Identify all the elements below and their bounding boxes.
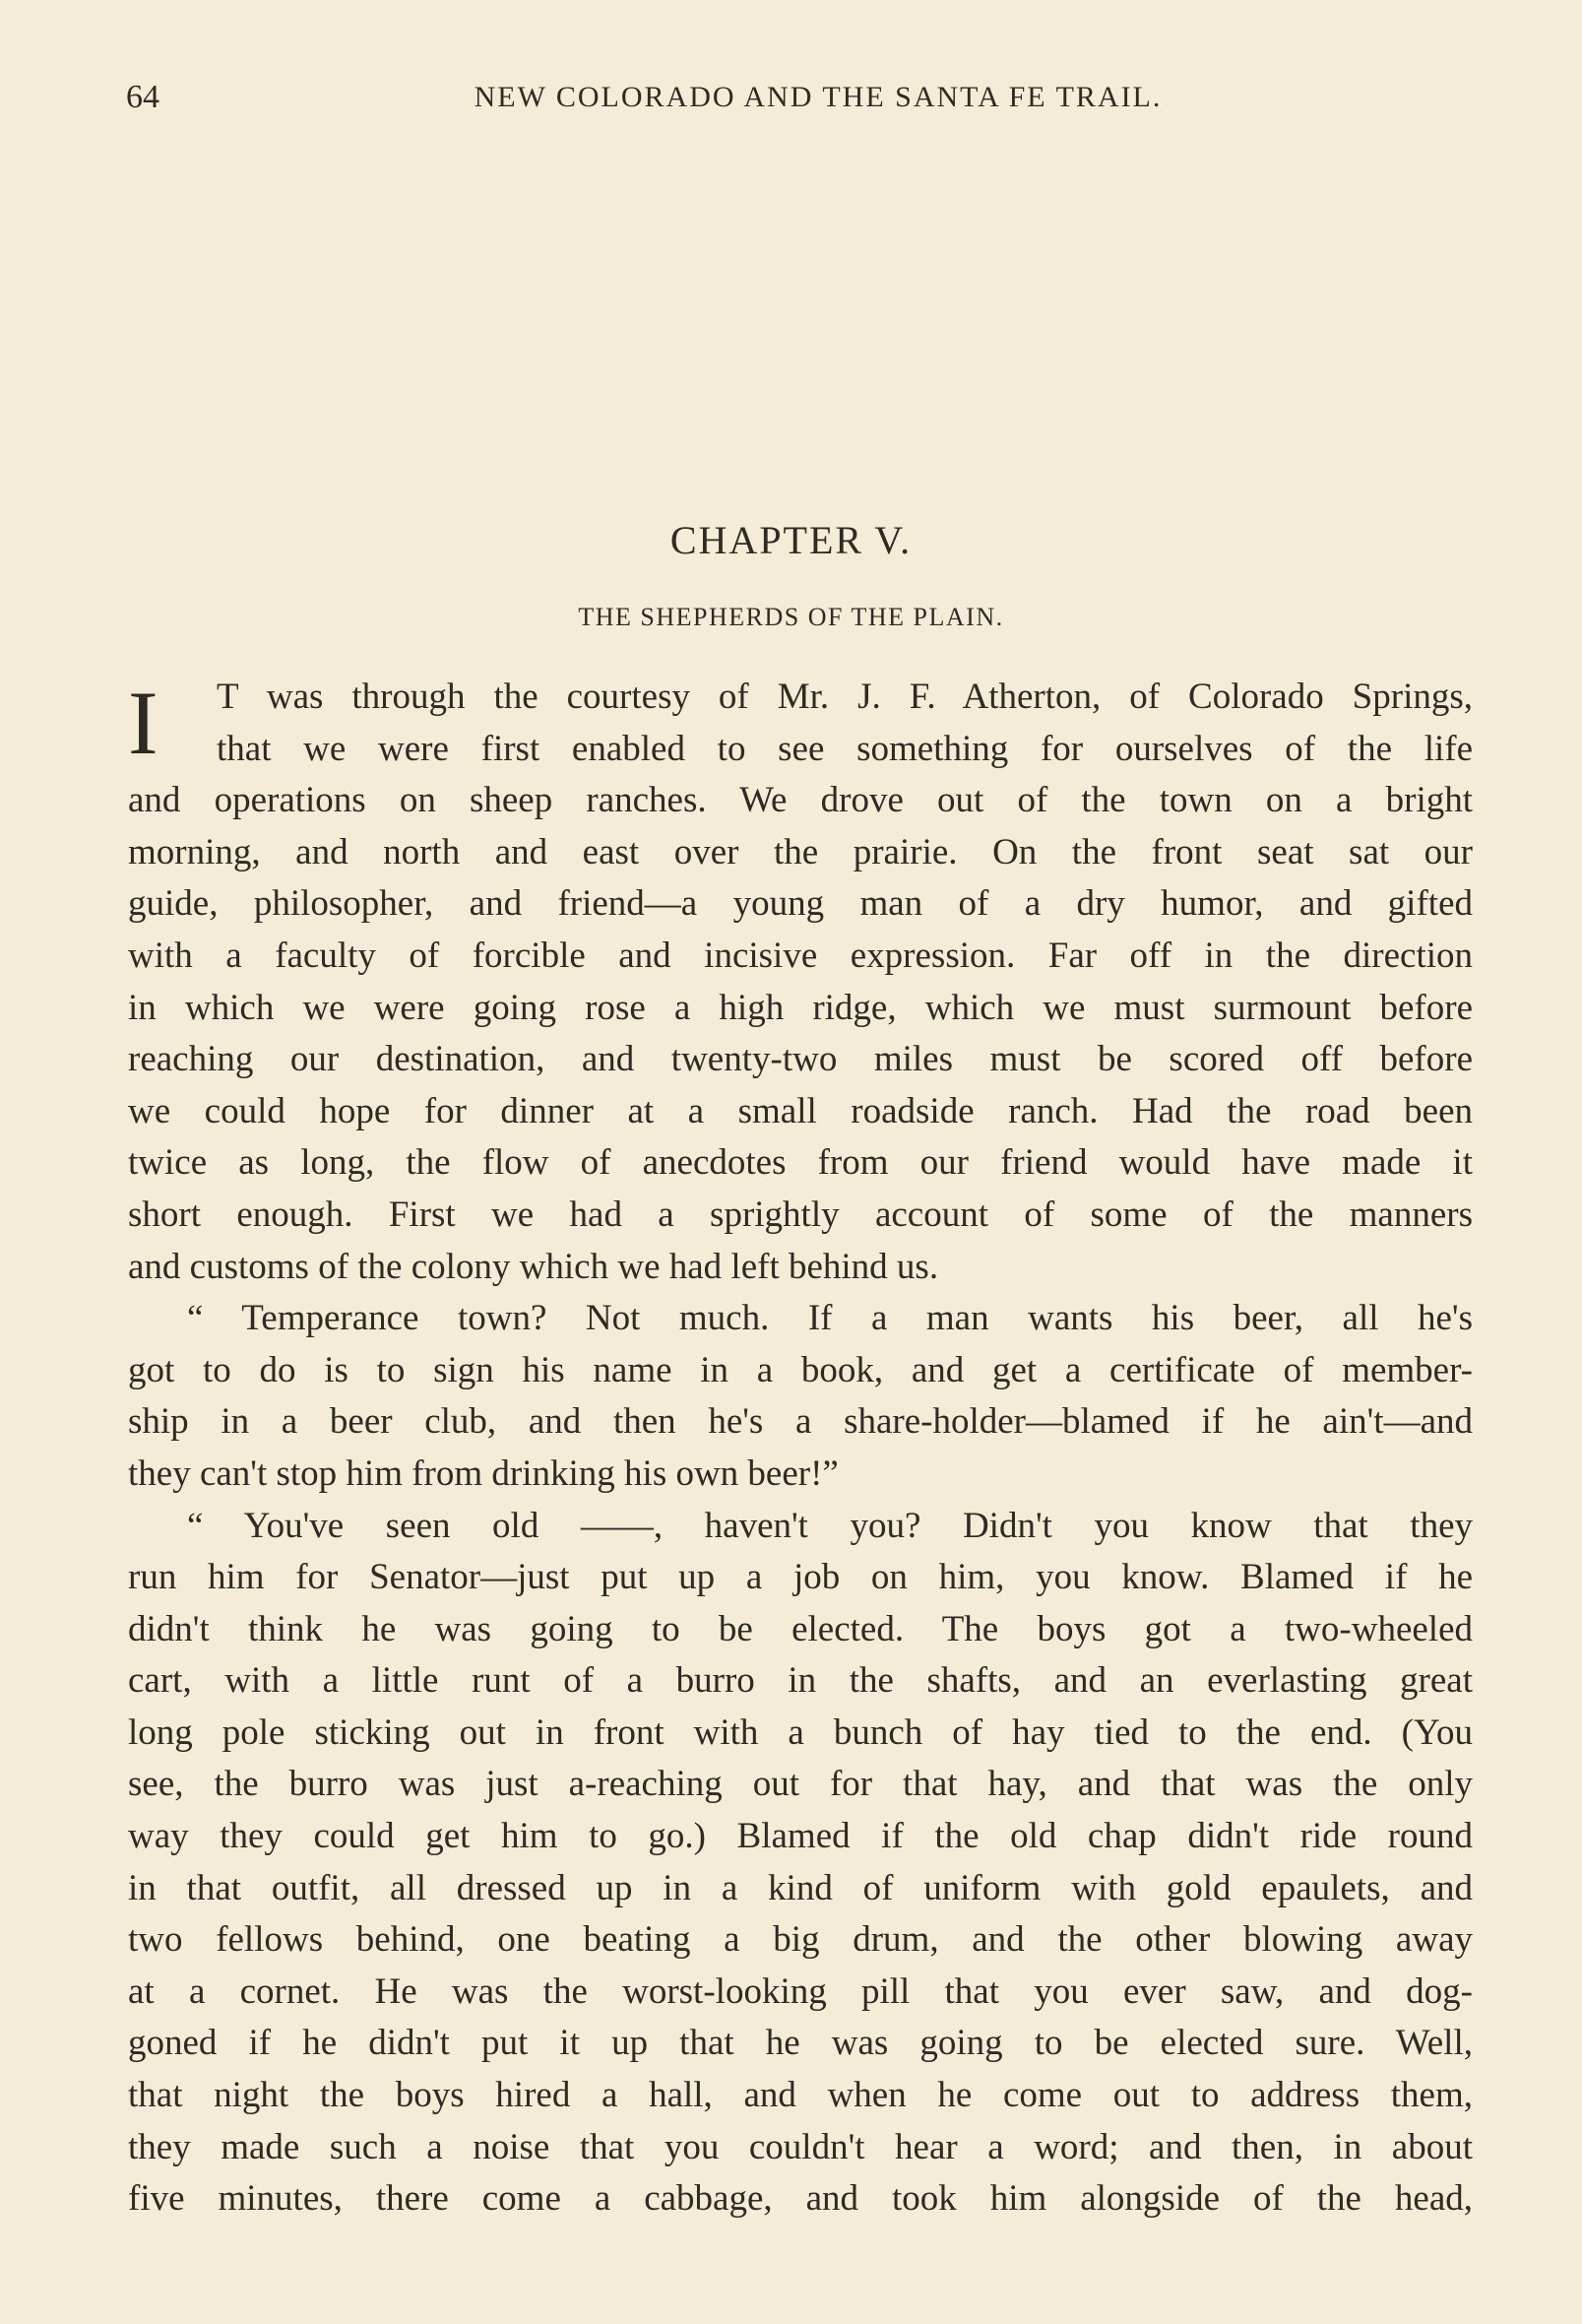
running-head <box>126 79 1471 128</box>
drop-cap: I <box>128 673 158 773</box>
text-line: goned if he didn't put it up that he was going to be elected sure. Well, <box>128 2023 1473 2064</box>
text-line: T was through the courtesy of Mr. J. F. Atherton, of Colorado Springs, <box>217 677 1473 717</box>
text-line: got to do is to sign his name in a book, and get a certificate of member- <box>128 1349 1473 1390</box>
text-line: cart, with a little runt of a burro in the shafts, and an everlasting great <box>128 1660 1473 1702</box>
text-line: in that outfit, all dressed up in a kind of uniform with gold epaulets, and <box>128 1867 1473 1908</box>
page-number: 64 <box>126 79 159 115</box>
text-line: twice as long, the flow of anecdotes from our friend would have made it <box>128 1142 1473 1184</box>
text-line: long pole sticking out in front with a bunch of hay tied to the end. (You <box>128 1711 1473 1753</box>
running-title: NEW COLORADO AND THE SANTA FE TRAIL. <box>474 81 1163 113</box>
text-line: they made such a noise that you couldn't hear a word; and then, in about <box>128 2126 1473 2167</box>
text-line: we could hope for dinner at a small roadside ranch. Had the road been <box>128 1090 1473 1131</box>
text-line: reaching our destination, and twenty-two miles must be scored off before <box>128 1039 1473 1080</box>
text-line: in which we were going rose a high ridge, which we must surmount before <box>128 987 1473 1028</box>
text-line: two fellows behind, one beating a big drum, and the other blowing away <box>128 1919 1473 1961</box>
text-line: at a cornet. He was the worst-looking pill that you ever saw, and dog- <box>128 1970 1473 2012</box>
chapter-title: CHAPTER V. <box>669 518 913 562</box>
text-line: that night the boys hired a hall, and when he come out to address them, <box>128 2075 1473 2116</box>
chapter-subtitle: THE SHEPHERDS OF THE PLAIN. <box>578 603 1004 631</box>
text-line: short enough. First we had a sprightly account of some of the manners <box>128 1194 1473 1235</box>
body-text <box>128 672 1473 2226</box>
text-line: and operations on sheep ranches. We drove out of the town on a bright <box>128 780 1473 821</box>
text-line: see, the burro was just a-reaching out for that hay, and that was the only <box>128 1764 1473 1805</box>
text-line: and customs of the colony which we had left behind us. <box>128 1246 939 1287</box>
text-line: five minutes, there come a cabbage, and took him alongside of the head, <box>128 2178 1473 2220</box>
text-line: that we were first enabled to see something for ourselves of the life <box>217 728 1473 769</box>
text-line: guide, philosopher, and friend—a young man of a dry humor, and gifted <box>128 883 1473 925</box>
text-line: way they could get him to go.) Blamed if the old chap didn't ride round <box>128 1816 1473 1857</box>
text-line: “ Temperance town? Not much. If a man wants his beer, all he's <box>187 1298 1473 1339</box>
text-line: didn't think he was going to be elected. The boys got a two-wheeled <box>128 1608 1473 1649</box>
text-line: ship in a beer club, and then he's a share-holder—blamed if he ain't—and <box>128 1401 1473 1443</box>
text-line: they can't stop him from drinking his own beer!” <box>128 1452 839 1494</box>
text-line: morning, and north and east over the prairie. On the front seat sat our <box>128 831 1473 872</box>
text-line: with a faculty of forcible and incisive expression. Far off in the direction <box>128 935 1473 976</box>
text-line: run him for Senator—just put up a job on him, you know. Blamed if he <box>128 1557 1473 1598</box>
text-line: “ You've seen old ——, haven't you? Didn't you know that they <box>187 1505 1473 1546</box>
